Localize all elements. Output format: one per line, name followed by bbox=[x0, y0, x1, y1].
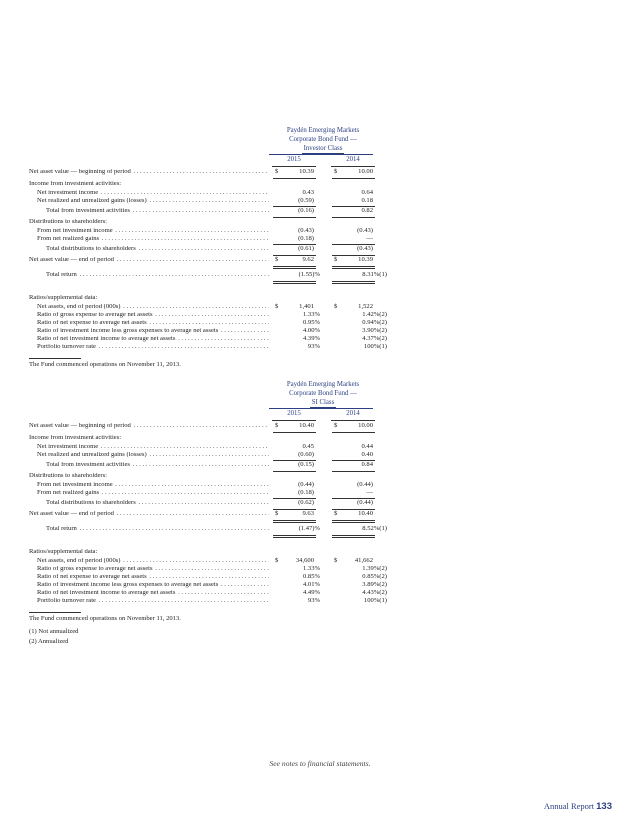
value-2014: 3.90%(2) bbox=[362, 326, 387, 334]
value-underline bbox=[273, 217, 316, 218]
value-2014: 0.40 bbox=[361, 451, 373, 458]
row-label: Total distributions to shareholders . . . bbox=[46, 246, 269, 253]
fund-class-label: SI Class bbox=[311, 399, 335, 406]
row-nav-end bbox=[0, 511, 640, 520]
page-number: 133 bbox=[596, 801, 612, 812]
fund-name-line1: Paydén Emerging Markets bbox=[286, 381, 360, 388]
value-2015: (1.47)% bbox=[298, 525, 320, 532]
fund-heading bbox=[261, 126, 385, 154]
value-2014: 1.39%(2) bbox=[362, 564, 387, 572]
value-2015: (0.59) bbox=[298, 197, 314, 204]
value-underline bbox=[273, 432, 316, 433]
fund-name-line2: Corporate Bond Fund — bbox=[289, 136, 357, 143]
double-underline bbox=[332, 522, 375, 523]
currency-symbol: $ bbox=[275, 422, 279, 429]
double-underline bbox=[332, 520, 375, 521]
currency-symbol: $ bbox=[334, 302, 338, 310]
value-2015: (0.43) bbox=[298, 226, 314, 234]
row-total-investment bbox=[0, 208, 640, 217]
value-2015: 0.43 bbox=[302, 188, 314, 196]
row-label: Ratio of investment income less gross expenses to average net assets . . . bbox=[37, 582, 269, 589]
row-label: Distributions to shareholders: bbox=[29, 473, 108, 479]
row-turnover bbox=[0, 344, 640, 353]
value-2015: 9.62 bbox=[302, 256, 314, 263]
row-dist-gains bbox=[0, 490, 640, 499]
value-2014: 1,522 bbox=[358, 302, 373, 310]
value-2014: 100%(1) bbox=[363, 596, 387, 604]
value-2015: 10.40 bbox=[299, 422, 314, 429]
value-2014: 4.37%(2) bbox=[362, 334, 387, 342]
double-underline bbox=[273, 522, 316, 523]
footnote-1: (1) Not annualized bbox=[29, 628, 79, 635]
value-2015: 93% bbox=[307, 342, 320, 350]
value-underline bbox=[332, 432, 375, 433]
currency-symbol: $ bbox=[275, 510, 279, 517]
year-underline bbox=[272, 420, 316, 421]
value-2014: (0.44) bbox=[357, 499, 373, 506]
note-rule bbox=[29, 612, 81, 613]
value-2014: 10.00 bbox=[358, 422, 373, 429]
row-total-distributions bbox=[0, 500, 640, 509]
year-underline bbox=[331, 420, 375, 421]
value-2015: (0.60) bbox=[298, 451, 314, 458]
double-underline bbox=[332, 535, 375, 536]
row-total-distributions bbox=[0, 246, 640, 255]
currency-symbol: $ bbox=[334, 510, 338, 517]
commencement-note: The Fund commenced operations on November 11, 2013. bbox=[29, 615, 181, 622]
value-underline bbox=[332, 217, 375, 218]
value-2014: 8.31%(1) bbox=[362, 271, 387, 278]
header-rule bbox=[269, 154, 373, 155]
row-turnover bbox=[0, 598, 640, 607]
value-2015: 0.45 bbox=[302, 442, 314, 450]
row-label: Income from investment activities: bbox=[29, 181, 122, 187]
year-underline bbox=[272, 166, 316, 167]
currency-symbol: $ bbox=[334, 422, 338, 429]
double-underline bbox=[332, 281, 375, 282]
row-label: From net realized gains . . . bbox=[37, 236, 269, 243]
value-2014: 10.39 bbox=[358, 256, 373, 263]
value-2015: (0.61) bbox=[298, 245, 314, 252]
value-2015: 93% bbox=[307, 596, 320, 604]
value-2015: (0.18) bbox=[298, 235, 314, 242]
fund-heading bbox=[261, 380, 385, 408]
row-label: Portfolio turnover rate . . . bbox=[37, 344, 269, 351]
row-label: Net investment income . . . bbox=[37, 444, 269, 451]
row-label: Ratio of net investment income to average net assets . . . bbox=[37, 590, 269, 597]
value-underline bbox=[332, 471, 375, 472]
row-label: Distributions to shareholders: bbox=[29, 219, 108, 225]
double-underline bbox=[332, 266, 375, 267]
row-label: Total distributions to shareholders . . . bbox=[46, 500, 269, 507]
value-2015: 1.33% bbox=[302, 310, 320, 318]
header-rule bbox=[269, 408, 373, 409]
value-2014: 4.43%(2) bbox=[362, 588, 387, 596]
row-label: Net assets, end of period (000s) . . . bbox=[37, 304, 269, 311]
value-2015: (1.55)% bbox=[298, 271, 320, 278]
double-underline bbox=[273, 537, 316, 538]
fund-name-line2: Corporate Bond Fund — bbox=[289, 390, 357, 397]
double-underline bbox=[273, 283, 316, 284]
note-rule bbox=[29, 358, 81, 359]
row-label: From net investment income . . . bbox=[37, 482, 269, 489]
value-2015: 1,401 bbox=[299, 302, 314, 310]
row-label: Net assets, end of period (000s) . . . bbox=[37, 558, 269, 565]
report-label: Annual Report bbox=[543, 801, 595, 811]
value-2015: 4.01% bbox=[302, 580, 320, 588]
row-label: Net asset value — end of period . . . bbox=[29, 511, 269, 518]
row-label: Net realized and unrealized gains (losses) . . . bbox=[37, 452, 269, 459]
year-header-2015: 2015 bbox=[287, 410, 301, 417]
value-2014: (0.43) bbox=[357, 245, 373, 252]
row-label: Net asset value — beginning of period . . . bbox=[29, 169, 269, 176]
commencement-note: The Fund commenced operations on November 11, 2013. bbox=[29, 361, 181, 368]
fund-name-line1: Paydén Emerging Markets bbox=[286, 127, 360, 134]
value-2015: (0.18) bbox=[298, 489, 314, 496]
page-footer bbox=[544, 802, 612, 812]
value-2014: 41,662 bbox=[354, 556, 373, 564]
row-label: Ratio of investment income less gross expenses to average net assets . . . bbox=[37, 328, 269, 335]
double-underline bbox=[273, 520, 316, 521]
currency-symbol: $ bbox=[334, 256, 338, 263]
row-label: Portfolio turnover rate . . . bbox=[37, 598, 269, 605]
value-underline bbox=[332, 178, 375, 179]
row-total-return bbox=[0, 526, 640, 535]
value-2015: 0.95% bbox=[302, 318, 320, 326]
double-underline bbox=[273, 268, 316, 269]
value-2014: 0.85%(2) bbox=[362, 572, 387, 580]
row-label: From net investment income . . . bbox=[37, 228, 269, 235]
row-nav-begin bbox=[0, 169, 640, 178]
row-label: Ratio of net expense to average net assets . . . bbox=[37, 320, 269, 327]
year-underline bbox=[331, 166, 375, 167]
currency-symbol: $ bbox=[275, 302, 279, 310]
value-2014: 8.52%(1) bbox=[362, 525, 387, 532]
value-2014: 0.18 bbox=[361, 197, 373, 204]
value-2014: 10.40 bbox=[358, 510, 373, 517]
row-total-return bbox=[0, 272, 640, 281]
double-underline bbox=[273, 266, 316, 267]
currency-symbol: $ bbox=[334, 556, 338, 564]
year-header-2014: 2014 bbox=[346, 410, 360, 417]
currency-symbol: $ bbox=[275, 256, 279, 263]
value-2014: (0.43) bbox=[357, 226, 373, 234]
double-underline bbox=[332, 268, 375, 269]
value-2014: 100%(1) bbox=[363, 342, 387, 350]
row-total-investment bbox=[0, 462, 640, 471]
year-header-2014: 2014 bbox=[346, 156, 360, 163]
value-2014: 0.94%(2) bbox=[362, 318, 387, 326]
value-2014: 3.89%(2) bbox=[362, 580, 387, 588]
row-label: Total from investment activities . . . bbox=[46, 208, 269, 215]
row-gains bbox=[0, 198, 640, 207]
value-2014: 1.42%(2) bbox=[362, 310, 387, 318]
value-2015: 4.00% bbox=[302, 326, 320, 334]
row-label: Net realized and unrealized gains (losses) . . . bbox=[37, 198, 269, 205]
value-2015: (0.16) bbox=[298, 207, 314, 214]
double-underline bbox=[273, 535, 316, 536]
value-2014: 10.00 bbox=[358, 168, 373, 175]
value-2015: 1.33% bbox=[302, 564, 320, 572]
year-header-2015: 2015 bbox=[287, 156, 301, 163]
value-2014: — bbox=[366, 489, 373, 496]
row-label: Net asset value — end of period . . . bbox=[29, 257, 269, 264]
row-label: Net investment income . . . bbox=[37, 190, 269, 197]
value-2014: 0.84 bbox=[361, 461, 373, 468]
row-nav-end bbox=[0, 257, 640, 266]
row-label: Ratio of gross expense to average net assets . . . bbox=[37, 312, 269, 319]
row-label: Total return . . . bbox=[46, 526, 269, 533]
currency-symbol: $ bbox=[275, 168, 279, 175]
value-2014: (0.44) bbox=[357, 480, 373, 488]
value-2015: 4.39% bbox=[302, 334, 320, 342]
value-2014: 0.82 bbox=[361, 207, 373, 214]
row-label: Net asset value — beginning of period . . . bbox=[29, 423, 269, 430]
row-nav-begin bbox=[0, 423, 640, 432]
value-2015: 0.85% bbox=[302, 572, 320, 580]
double-underline bbox=[332, 283, 375, 284]
value-2015: 4.49% bbox=[302, 588, 320, 596]
row-label: Income from investment activities: bbox=[29, 435, 122, 441]
row-label: Ratio of net investment income to average net assets . . . bbox=[37, 336, 269, 343]
row-label: Ratios/supplemental data: bbox=[29, 549, 98, 555]
row-dist-gains bbox=[0, 236, 640, 245]
value-2014: 0.44 bbox=[361, 442, 373, 450]
value-2015: 9.63 bbox=[302, 510, 314, 517]
notes-reference: See notes to financial statements. bbox=[269, 759, 371, 768]
double-underline bbox=[273, 281, 316, 282]
value-2015: 10.39 bbox=[299, 168, 314, 175]
value-2015: 34,600 bbox=[295, 556, 314, 564]
fund-class-label: Investor Class bbox=[303, 145, 343, 152]
row-label: From net realized gains . . . bbox=[37, 490, 269, 497]
footnote-2: (2) Annualized bbox=[29, 638, 69, 645]
value-underline bbox=[273, 178, 316, 179]
value-underline bbox=[273, 471, 316, 472]
row-label: Total return . . . bbox=[46, 272, 269, 279]
row-label: Ratio of gross expense to average net assets . . . bbox=[37, 566, 269, 573]
value-2015: (0.62) bbox=[298, 499, 314, 506]
currency-symbol: $ bbox=[275, 556, 279, 564]
value-2015: (0.15) bbox=[298, 461, 314, 468]
value-2014: — bbox=[366, 235, 373, 242]
row-label: Ratios/supplemental data: bbox=[29, 295, 98, 301]
row-label: Ratio of net expense to average net assets . . . bbox=[37, 574, 269, 581]
currency-symbol: $ bbox=[334, 168, 338, 175]
double-underline bbox=[332, 537, 375, 538]
row-label: Total from investment activities . . . bbox=[46, 462, 269, 469]
row-gains bbox=[0, 452, 640, 461]
value-2015: (0.44) bbox=[298, 480, 314, 488]
value-2014: 0.64 bbox=[361, 188, 373, 196]
